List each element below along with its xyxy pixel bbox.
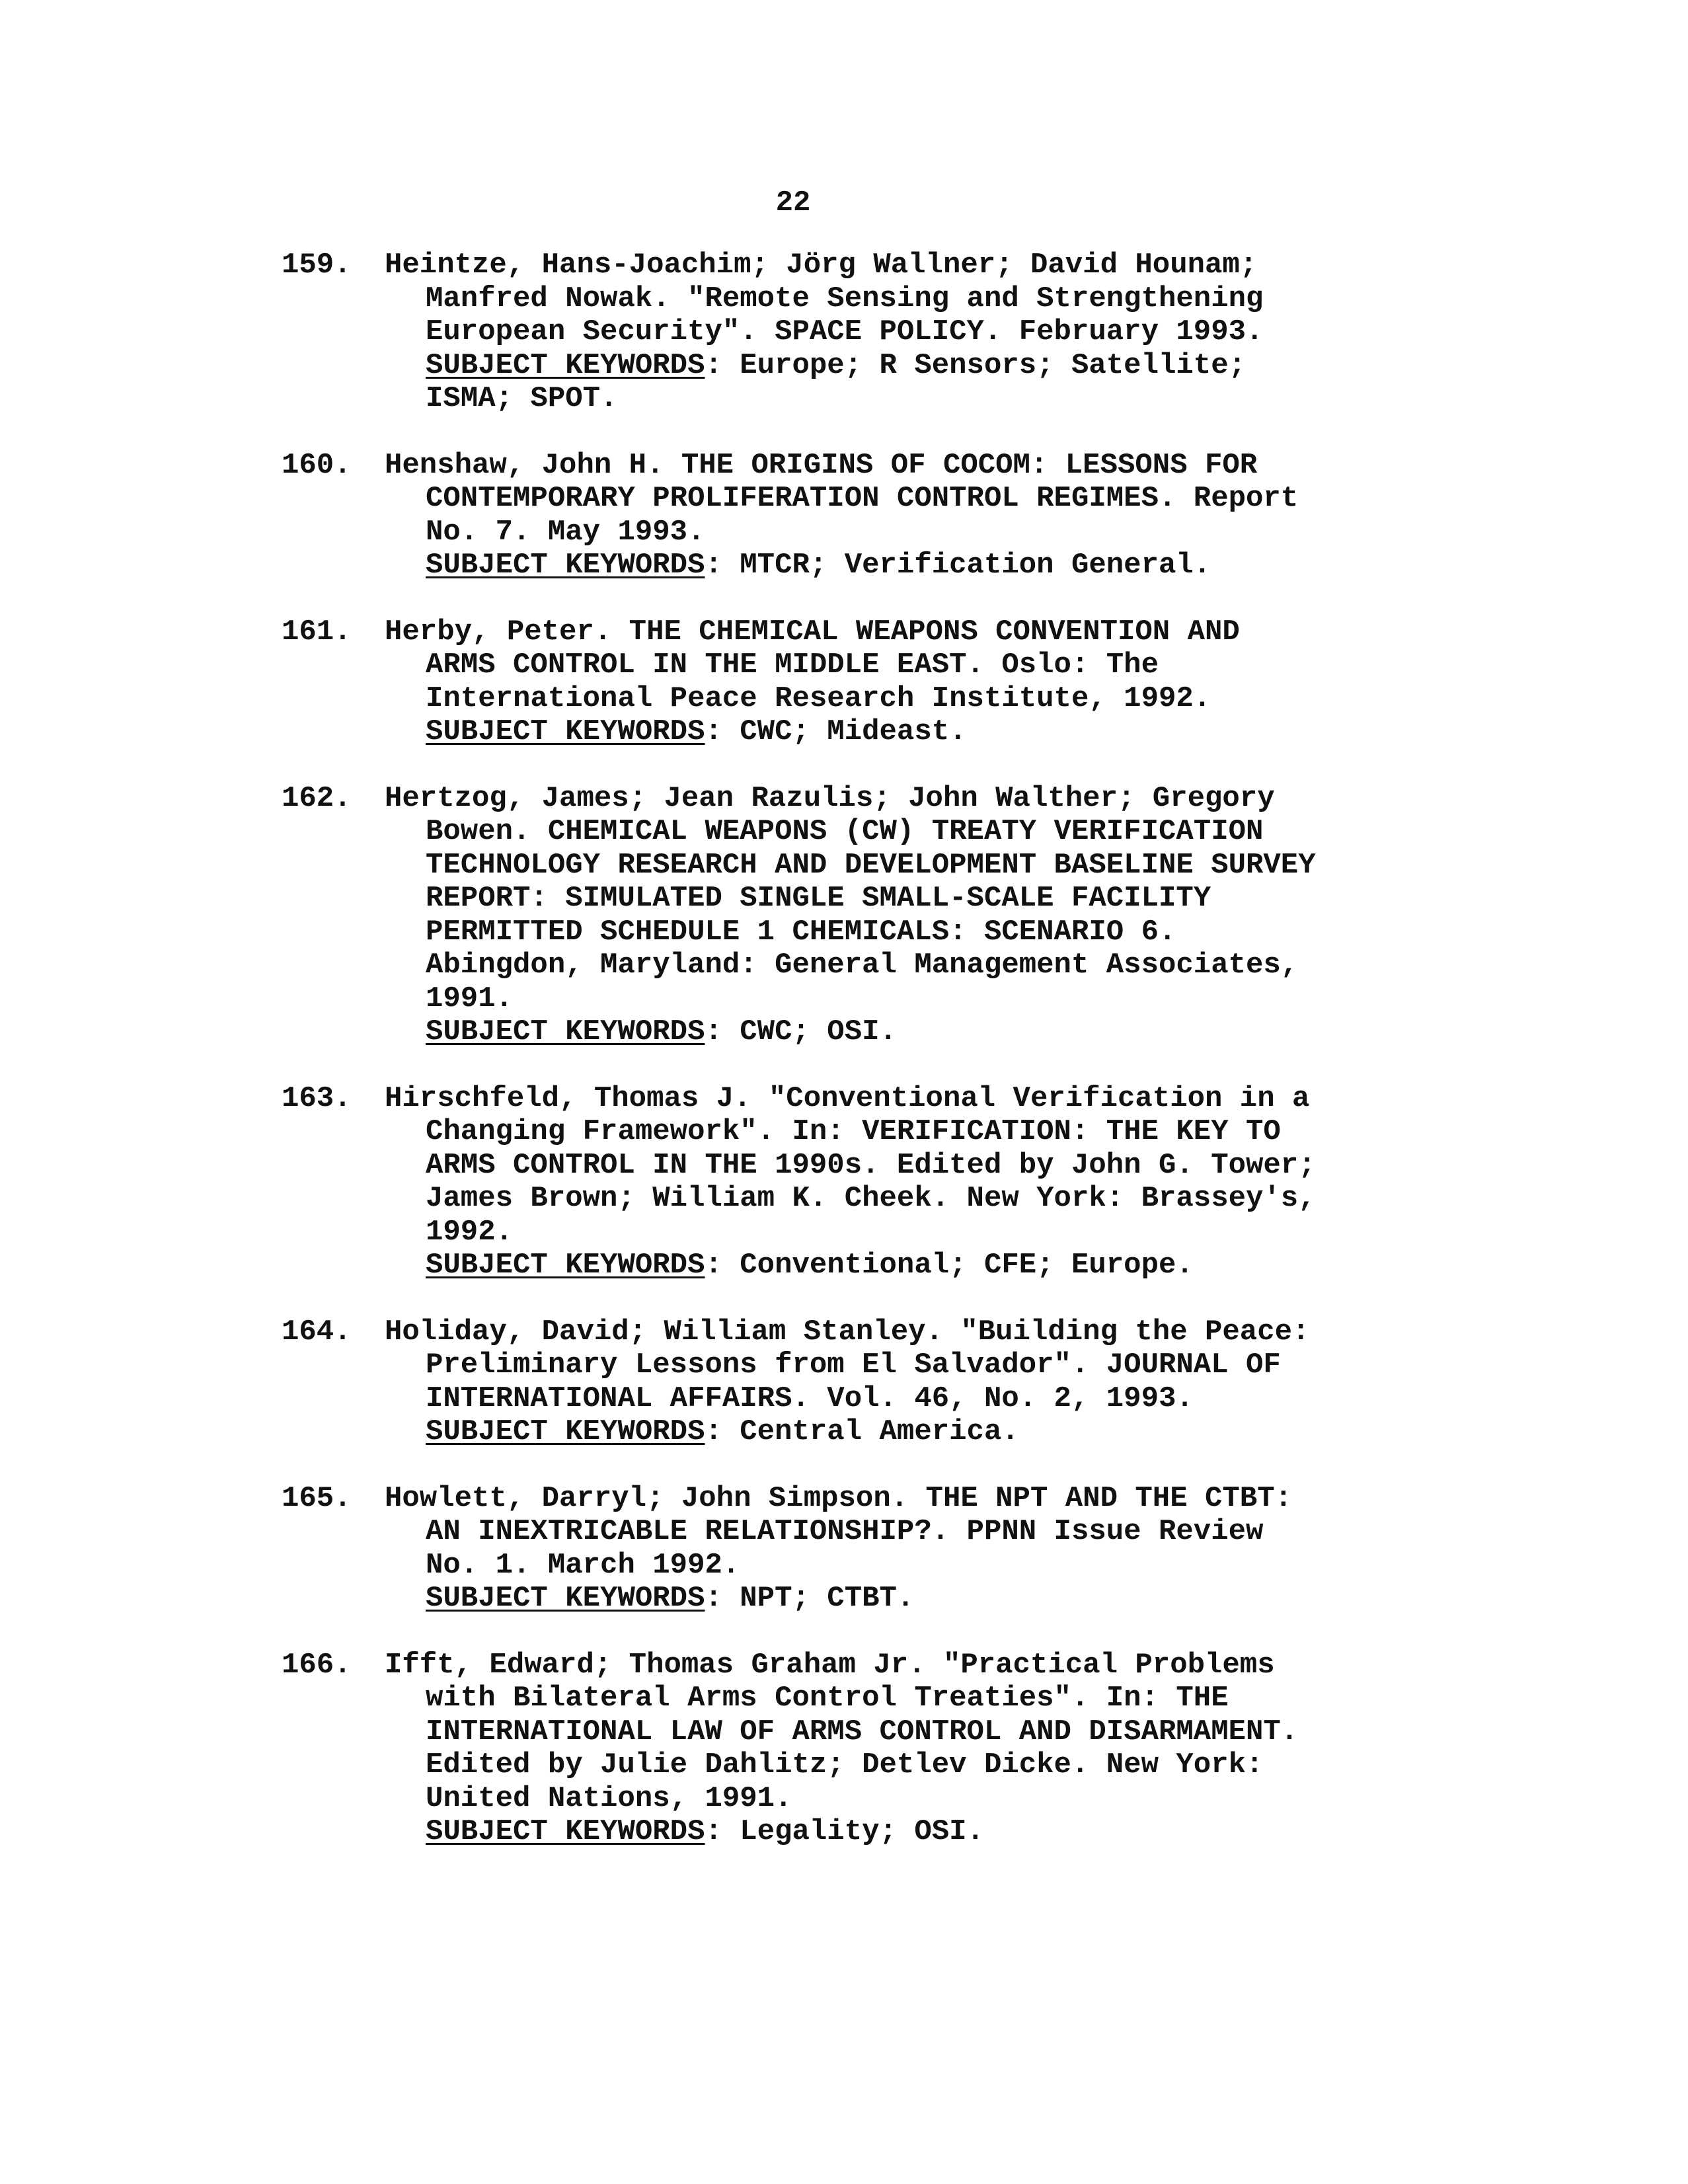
bibliography-entry bbox=[282, 615, 1458, 749]
entry-number: 165. bbox=[282, 1481, 352, 1515]
keywords-text: : Central America. bbox=[705, 1415, 1019, 1448]
citation-line: 1991. bbox=[426, 982, 514, 1015]
keywords-line bbox=[385, 349, 1458, 383]
entry-number: 166. bbox=[282, 1648, 352, 1682]
citation-line: European Security". SPACE POLICY. February 1993. bbox=[426, 315, 1264, 348]
keywords-line bbox=[385, 382, 1458, 416]
bibliography-entry bbox=[282, 1649, 1458, 1849]
citation-line: 1992. bbox=[426, 1215, 514, 1249]
entry-number: 164. bbox=[282, 1315, 352, 1348]
subject-keywords-label: SUBJECT KEYWORDS bbox=[426, 715, 705, 748]
citation-line: Herby, Peter. THE CHEMICAL WEAPONS CONVENTION AND bbox=[385, 615, 1240, 648]
bibliography-entry bbox=[282, 1482, 1458, 1616]
citation-line: Heintze, Hans-Joachim; Jörg Wallner; David Hounam; bbox=[385, 249, 1258, 282]
bibliography-entry bbox=[282, 1082, 1458, 1282]
citation-line: Hirschfeld, Thomas J. "Conventional Verification in a bbox=[385, 1081, 1310, 1115]
entry-number: 161. bbox=[282, 615, 352, 648]
citation-line: Ifft, Edward; Thomas Graham Jr. "Practical Problems bbox=[385, 1648, 1275, 1682]
keywords-text: ISMA; SPOT. bbox=[426, 382, 618, 415]
keywords-text: : NPT; CTBT. bbox=[705, 1582, 915, 1615]
citation-line: Howlett, Darryl; John Simpson. THE NPT AND THE CTBT: bbox=[385, 1481, 1293, 1515]
citation-line: Henshaw, John H. THE ORIGINS OF COCOM: LESSONS FOR bbox=[385, 448, 1258, 482]
keywords-text: : CWC; OSI. bbox=[705, 1015, 897, 1048]
entry-number: 163. bbox=[282, 1081, 352, 1115]
keywords-line bbox=[385, 1415, 1458, 1449]
citation-line: United Nations, 1991. bbox=[426, 1781, 792, 1815]
keywords-text: : Europe; R Sensors; Satellite; bbox=[705, 348, 1247, 382]
citation-line: International Peace Research Institute, 1992. bbox=[426, 682, 1211, 715]
keywords-line bbox=[385, 1582, 1458, 1616]
citation-line: James Brown; William K. Cheek. New York: Brassey's, bbox=[426, 1182, 1316, 1215]
bibliography-entry bbox=[282, 1315, 1458, 1449]
subject-keywords-label: SUBJECT KEYWORDS bbox=[426, 549, 705, 582]
keywords-line bbox=[385, 1815, 1458, 1849]
citation-line: CONTEMPORARY PROLIFERATION CONTROL REGIMES. Report bbox=[426, 482, 1299, 515]
entry-citation bbox=[385, 1082, 1458, 1282]
citation-line: Changing Framework". In: VERIFICATION: THE KEY TO bbox=[426, 1115, 1281, 1148]
citation-line: PERMITTED SCHEDULE 1 CHEMICALS: SCENARIO 6. bbox=[426, 915, 1176, 949]
bibliography-entry bbox=[282, 249, 1458, 416]
citation-line: Hertzog, James; Jean Razulis; John Walther; Gregory bbox=[385, 781, 1275, 815]
subject-keywords-label: SUBJECT KEYWORDS bbox=[426, 1415, 705, 1448]
citation-line: REPORT: SIMULATED SINGLE SMALL-SCALE FACILITY bbox=[426, 882, 1211, 915]
subject-keywords-label: SUBJECT KEYWORDS bbox=[426, 1249, 705, 1282]
keywords-line bbox=[385, 549, 1458, 582]
citation-line: ARMS CONTROL IN THE 1990s. Edited by John G. Tower; bbox=[426, 1148, 1316, 1182]
citation-line: Abingdon, Maryland: General Management Associates, bbox=[426, 949, 1299, 982]
page-number: 22 bbox=[775, 186, 811, 219]
keywords-text: : Legality; OSI. bbox=[705, 1815, 984, 1848]
entry-number: 159. bbox=[282, 249, 352, 282]
subject-keywords-label: SUBJECT KEYWORDS bbox=[426, 1015, 705, 1048]
subject-keywords-label: SUBJECT KEYWORDS bbox=[426, 1815, 705, 1848]
entry-citation bbox=[385, 782, 1458, 1049]
entry-number: 160. bbox=[282, 448, 352, 482]
citation-line: Holiday, David; William Stanley. "Building the Peace: bbox=[385, 1315, 1310, 1348]
bibliography-entry bbox=[282, 782, 1458, 1049]
keywords-text: : Conventional; CFE; Europe. bbox=[705, 1249, 1194, 1282]
citation-line: No. 1. March 1992. bbox=[426, 1548, 740, 1582]
keywords-line bbox=[385, 715, 1458, 749]
entry-citation bbox=[385, 615, 1458, 749]
citation-line: INTERNATIONAL AFFAIRS. Vol. 46, No. 2, 1993. bbox=[426, 1382, 1194, 1415]
citation-line: TECHNOLOGY RESEARCH AND DEVELOPMENT BASELINE SURVEY bbox=[426, 848, 1316, 882]
entry-citation bbox=[385, 1315, 1458, 1449]
citation-line: No. 7. May 1993. bbox=[426, 515, 705, 549]
keywords-line bbox=[385, 1249, 1458, 1282]
keywords-text: : CWC; Mideast. bbox=[705, 715, 967, 748]
citation-line: Manfred Nowak. "Remote Sensing and Strengthening bbox=[426, 282, 1264, 315]
citation-line: Preliminary Lessons from El Salvador". JOURNAL OF bbox=[426, 1348, 1281, 1382]
keywords-line bbox=[385, 1015, 1458, 1049]
citation-line: ARMS CONTROL IN THE MIDDLE EAST. Oslo: The bbox=[426, 648, 1159, 682]
subject-keywords-label: SUBJECT KEYWORDS bbox=[426, 348, 705, 382]
subject-keywords-label: SUBJECT KEYWORDS bbox=[426, 1582, 705, 1615]
entry-citation bbox=[385, 1649, 1458, 1849]
entry-citation bbox=[385, 1482, 1458, 1616]
bibliography-list bbox=[282, 249, 1458, 1882]
entry-number: 162. bbox=[282, 781, 352, 815]
citation-line: AN INEXTRICABLE RELATIONSHIP?. PPNN Issue Review bbox=[426, 1515, 1264, 1548]
keywords-text: : MTCR; Verification General. bbox=[705, 549, 1211, 582]
entry-citation bbox=[385, 249, 1458, 416]
citation-line: INTERNATIONAL LAW OF ARMS CONTROL AND DISARMAMENT. bbox=[426, 1715, 1299, 1748]
entry-citation bbox=[385, 449, 1458, 582]
citation-line: Edited by Julie Dahlitz; Detlev Dicke. New York: bbox=[426, 1748, 1264, 1781]
bibliography-entry bbox=[282, 449, 1458, 582]
citation-line: with Bilateral Arms Control Treaties". In: THE bbox=[426, 1682, 1229, 1715]
citation-line: Bowen. CHEMICAL WEAPONS (CW) TREATY VERIFICATION bbox=[426, 815, 1264, 848]
